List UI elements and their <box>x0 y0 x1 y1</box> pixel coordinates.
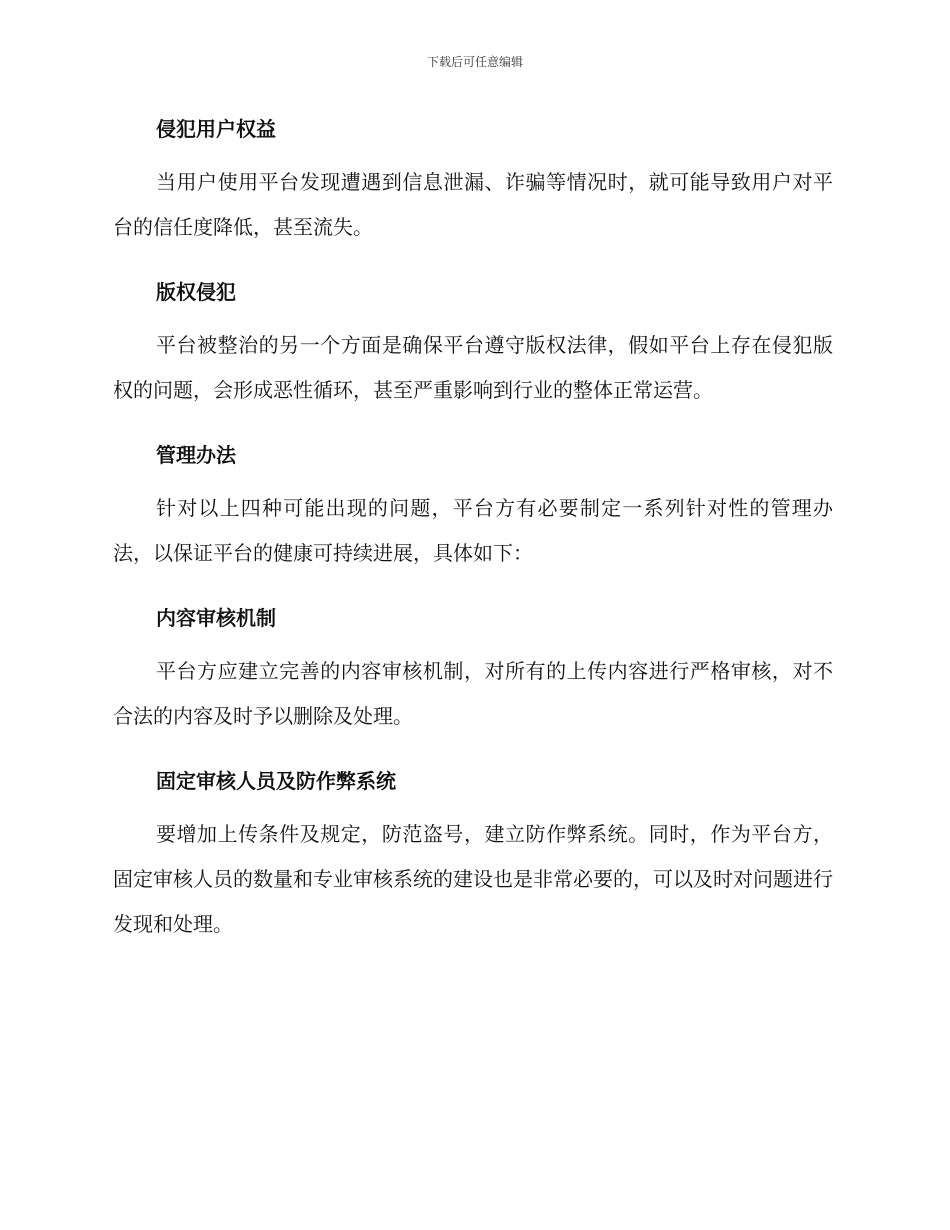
section-paragraph: 平台方应建立完善的内容审核机制，对所有的上传内容进行严格审核，对不合法的内容及时予以删除及处理。 <box>113 659 833 728</box>
spacer <box>113 413 833 438</box>
section-paragraph: 要增加上传条件及规定，防范盗号，建立防作弊系统。同时，作为平台方，固定审核人员的数量和专业审核系统的建设也是非常必要的，可以及时对问题进行发现和处理。 <box>113 822 833 936</box>
spacer <box>113 576 833 601</box>
document-body <box>113 112 833 947</box>
spacer <box>113 250 833 275</box>
section-paragraph: 针对以上四种可能出现的问题，平台方有必要制定一系列针对性的管理办法，以保证平台的健康可持续进展，具体如下： <box>113 496 833 565</box>
page-header-note: 下载后可任意编辑 <box>426 55 523 69</box>
section-paragraph: 平台被整治的另一个方面是确保平台遵守版权法律，假如平台上存在侵犯版权的问题，会形成恶性循环，甚至严重影响到行业的整体正常运营。 <box>113 333 833 402</box>
section-heading: 侵犯用户权益 <box>156 117 276 141</box>
section-heading: 固定审核人员及防作弊系统 <box>156 769 396 793</box>
section-heading: 管理办法 <box>156 443 236 467</box>
section-heading: 内容审核机制 <box>156 606 276 630</box>
section-paragraph: 当用户使用平台发现遭遇到信息泄漏、诈骗等情况时，就可能导致用户对平台的信任度降低，甚至流失。 <box>113 170 833 239</box>
section-heading: 版权侵犯 <box>156 280 236 304</box>
spacer <box>113 739 833 764</box>
